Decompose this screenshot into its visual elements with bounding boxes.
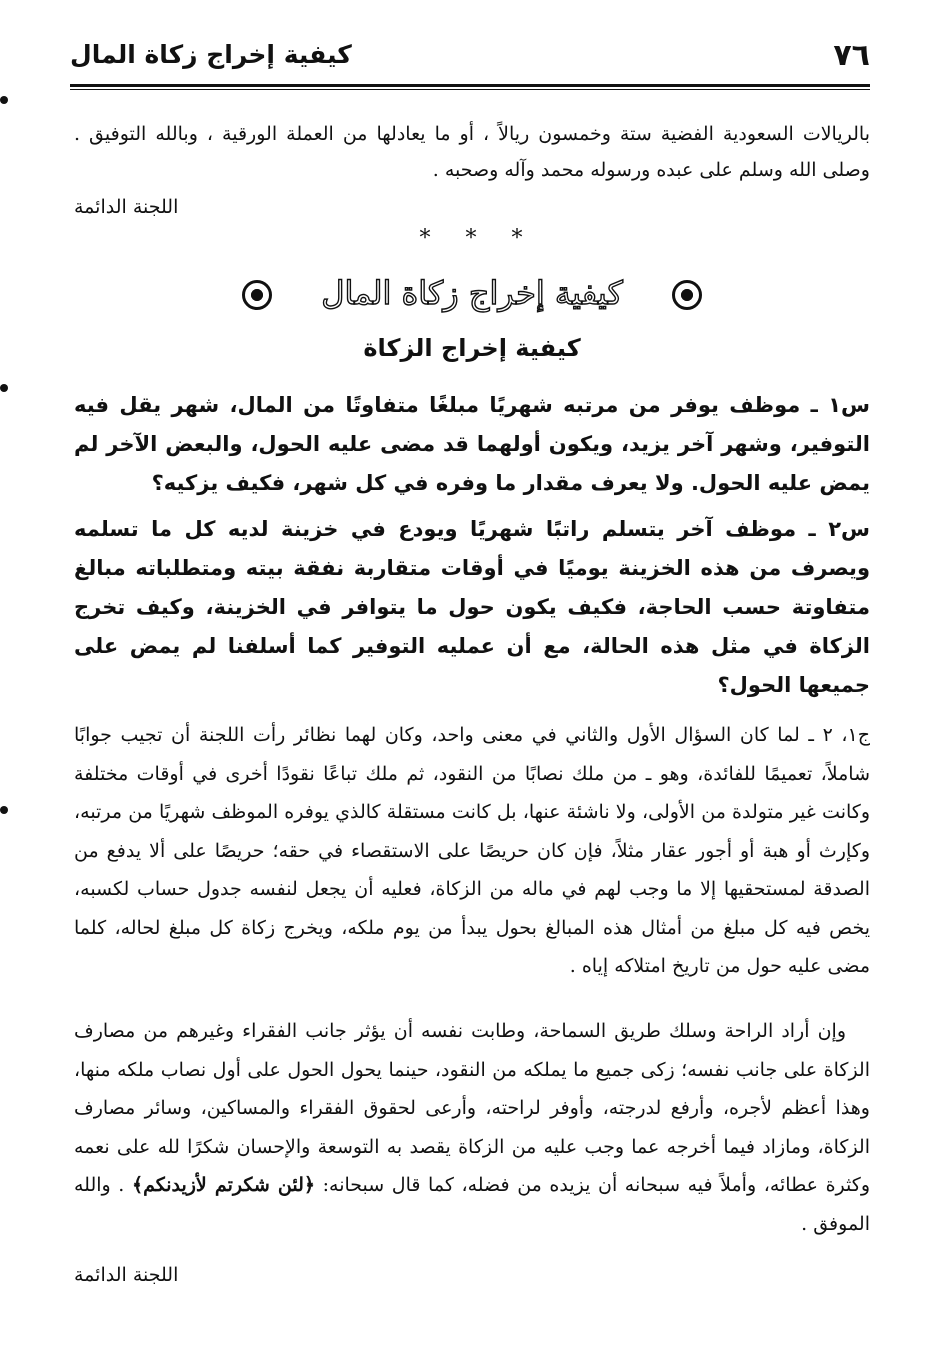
committee-signature-final: اللجنة الدائمة: [74, 1264, 179, 1286]
answer-closing: . والله الموفق .: [74, 1174, 870, 1235]
question-2: س٢ ـ موظف آخر يتسلم راتبًا شهريًا ويودع في خزينة لديه كل ما تسلمه ويصرف من هذه الخزينة يوميًا في أوقات متقاربة نفقة بيته ومتطلباته مبالغ متفاوتة حسب الحاجة، فكيف يكون حول ما يتوافر في الخزينة، وكيف تخرج الزكاة في مثل هذه الحالة، مع أن عمليه التوفير كما أسلفنا لم يمض على جميعها الحول؟: [74, 517, 870, 697]
decorated-section-title: [236, 266, 708, 320]
header-rule: [70, 84, 870, 87]
question-1: س١ ـ موظف يوفر من مرتبه شهريًا مبلغًا متفاوتًا من المال، شهر يقل فيه التوفير، وشهر آخر يزيد، ويكون أولهما قد مضى عليه الحول، والبعض الآخر لم يمض عليه الحول. ولا يعرف مقدار ما وفره في كل شهر، فكيف يزكيه؟: [74, 393, 870, 495]
committee-signature: اللجنة الدائمة: [74, 196, 179, 218]
margin-mark: [0, 96, 8, 104]
section-heading: كيفية إخراج الزكاة: [363, 334, 581, 362]
ornament-icon: [242, 280, 272, 310]
quran-quote: ﴿لئن شكرتم لأزيدنكم﴾: [131, 1174, 316, 1196]
margin-mark: [0, 806, 8, 814]
ornament-icon: [672, 280, 702, 310]
margin-mark: [0, 384, 8, 392]
answer-paragraph-1: ج١، ٢ ـ لما كان السؤال الأول والثاني في معنى واحد، وكان لهما نظائر رأت اللجنة أن تجيب جوابًا شاملاً، تعميمًا للفائدة، وهو ـ من ملك نصابًا من النقود، ثم ملك تباعًا نقودًا أخرى في أوقات مختلفة وكانت غير متولدة من الأولى، ولا ناشئة عنها، بل كانت مستقلة كالذي يوفره الموظف شهريًا من مرتبه، وكإرث أو هبة أو أجور عقار مثلاً، فإن كان حريصًا على الاستقصاء في حقه؛ حريصًا على ألا يدفع من الصدقة لمستحقيها إلا ما وجب لهم في ماله من الزكاة، فعليه أن يجعل لنفسه جدول حساب لكسبه، يخص فيه كل مبلغ من أمثال هذه المبالغ بحول يبدأ من يوم ملكه، ويخرج زكاة كل مبلغ لحاله، كلما مضى عليه حول من تاريخ امتلاكه إياه .: [74, 724, 870, 977]
answer-paragraph-2-text: وإن أراد الراحة وسلك طريق السماحة، وطابت نفسه أن يؤثر جانب الفقراء وغيرهم من مصارف الزكاة على جانب نفسه؛ زكى جميع ما يملكه من النقود، حينما يحول الحول على أول نصاب ملكه منها، وهذا أعظم لأجره، وأرفع لدرجته، وأوفر لراحته، وأرعى لحقوق الفقراء والمساكين، وسائر مصارف الزكاة، ومازاد فيما أخرجه عما وجب عليه من الزكاة يقصد به التوسعة والإحسان شكرًا لله على نعمه وكثرة عطائه، وأملاً فيه سبحانه أن يزيده من فضله، كما قال سبحانه:: [74, 1020, 870, 1196]
star-divider: * * *: [419, 226, 537, 251]
answer-paragraph-2: [74, 1012, 870, 1243]
header-rule-thin: [70, 89, 870, 90]
running-title: كيفية إخراج زكاة المال: [70, 40, 352, 69]
page-number: ٧٦: [833, 38, 870, 73]
decorated-title-text: كيفية إخراج زكاة المال: [321, 274, 623, 312]
running-header: [70, 36, 870, 80]
intro-paragraph: بالريالات السعودية الفضية ستة وخمسون ريالاً ، أو ما يعادلها من العملة الورقية ، وبالله التوفيق . وصلى الله وسلم على عبده ورسوله محمد وآله وصحبه .: [74, 123, 870, 181]
